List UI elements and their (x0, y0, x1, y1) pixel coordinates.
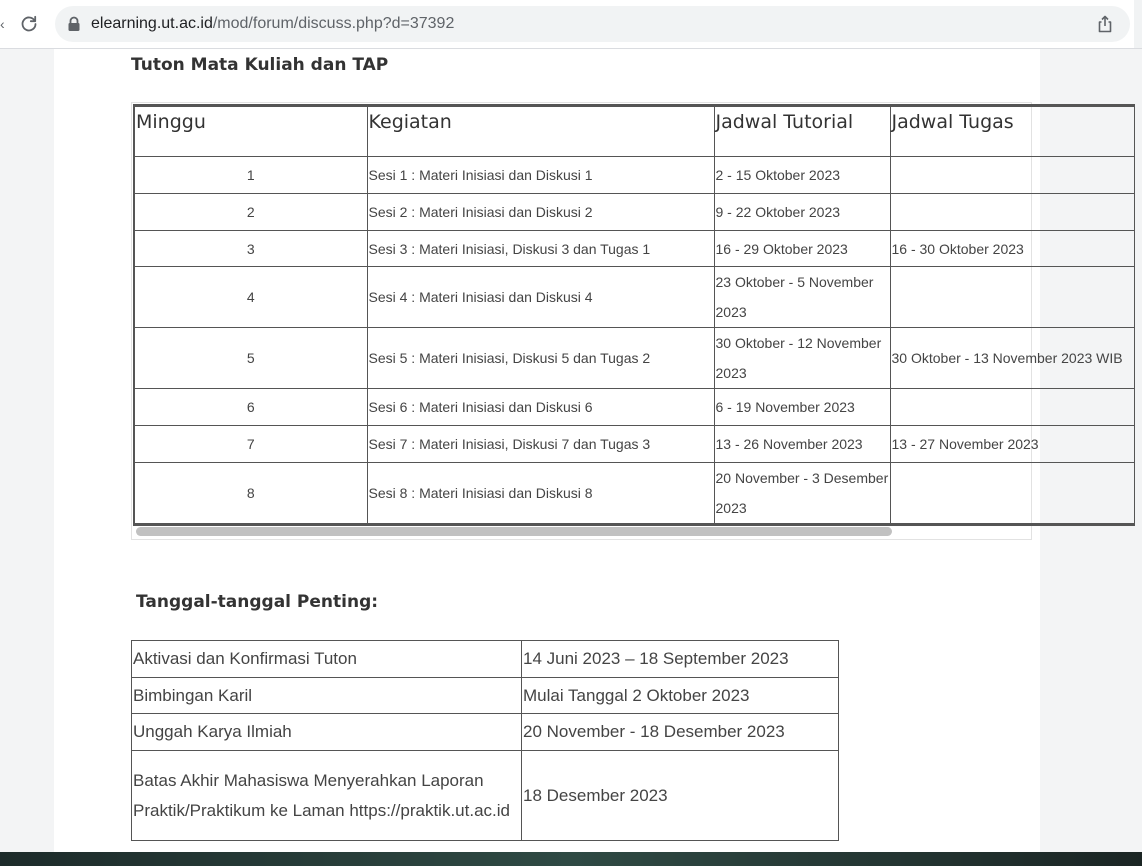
section-title-tanggal: Tanggal-tanggal Penting: (136, 592, 379, 612)
table-row (134, 194, 1134, 231)
cell-kegiatan: Sesi 3 : Materi Inisiasi, Diskusi 3 dan Tugas 1 (367, 231, 714, 267)
table-row (134, 426, 1134, 463)
schedule-header-row (134, 106, 1134, 157)
address-bar[interactable] (55, 6, 1130, 42)
cell-jadwal-tutorial: 2 - 15 Oktober 2023 (714, 157, 890, 194)
cell-minggu: 3 (134, 231, 367, 267)
date-value: 18 Desember 2023 (522, 751, 839, 841)
cell-jadwal-tugas: 13 - 27 November 2023 (890, 426, 1134, 463)
date-label: Batas Akhir Mahasiswa Menyerahkan Laporan Praktik/Praktikum ke Laman https://praktik.ut.ac.id (132, 751, 522, 841)
table-row (134, 389, 1134, 426)
date-value: 14 Juni 2023 – 18 September 2023 (522, 641, 839, 678)
header-minggu: Minggu (134, 106, 367, 157)
cell-jadwal-tutorial: 20 November - 3 Desember 2023 (714, 463, 890, 525)
url-host: elearning.ut.ac.id (91, 15, 213, 32)
cell-minggu: 4 (134, 267, 367, 328)
cell-jadwal-tutorial: 23 Oktober - 5 November 2023 (714, 267, 890, 328)
cell-jadwal-tugas (890, 267, 1134, 328)
important-dates-table (131, 640, 839, 841)
table-row (134, 231, 1134, 267)
cell-jadwal-tugas (890, 389, 1134, 426)
cell-kegiatan: Sesi 8 : Materi Inisiasi dan Diskusi 8 (367, 463, 714, 525)
cell-minggu: 7 (134, 426, 367, 463)
cell-jadwal-tutorial: 16 - 29 Oktober 2023 (714, 231, 890, 267)
table-row (132, 714, 839, 751)
section-title-tuton: Tuton Mata Kuliah dan TAP (131, 55, 389, 75)
url-path: /mod/forum/discuss.php?d=37392 (212, 15, 455, 32)
date-label: Aktivasi dan Konfirmasi Tuton (132, 641, 522, 678)
cell-kegiatan: Sesi 2 : Materi Inisiasi dan Diskusi 2 (367, 194, 714, 231)
cell-kegiatan: Sesi 6 : Materi Inisiasi dan Diskusi 6 (367, 389, 714, 426)
table-row (132, 751, 839, 841)
date-value: 20 November - 18 Desember 2023 (522, 714, 839, 751)
cell-jadwal-tugas: 16 - 30 Oktober 2023 (890, 231, 1134, 267)
date-label: Bimbingan Karil (132, 678, 522, 714)
os-taskbar (0, 852, 1142, 866)
table-row (134, 267, 1134, 328)
horizontal-scrollbar[interactable] (136, 527, 892, 536)
cell-minggu: 8 (134, 463, 367, 525)
cell-jadwal-tugas (890, 157, 1134, 194)
cell-jadwal-tutorial: 30 Oktober - 12 November 2023 (714, 328, 890, 389)
cell-minggu: 2 (134, 194, 367, 231)
browser-toolbar (0, 0, 1142, 49)
schedule-table-scroll-container[interactable] (131, 102, 1123, 540)
cell-jadwal-tugas: 30 Oktober - 13 November 2023 WIB (890, 328, 1134, 389)
table-row (132, 678, 839, 714)
cell-kegiatan: Sesi 4 : Materi Inisiasi dan Diskusi 4 (367, 267, 714, 328)
cell-jadwal-tugas (890, 194, 1134, 231)
cell-minggu: 6 (134, 389, 367, 426)
cell-jadwal-tutorial: 6 - 19 November 2023 (714, 389, 890, 426)
cell-minggu: 1 (134, 157, 367, 194)
schedule-table (133, 104, 1135, 526)
reload-icon[interactable] (19, 14, 39, 34)
cell-minggu: 5 (134, 328, 367, 389)
header-jadwal-tugas: Jadwal Tugas (890, 106, 1134, 157)
url-text[interactable] (91, 14, 454, 34)
cell-kegiatan: Sesi 5 : Materi Inisiasi, Diskusi 5 dan Tugas 2 (367, 328, 714, 389)
cell-kegiatan: Sesi 7 : Materi Inisiasi, Diskusi 7 dan Tugas 3 (367, 426, 714, 463)
date-value: Mulai Tanggal 2 Oktober 2023 (522, 678, 839, 714)
window-edge (1134, 0, 1142, 48)
cell-jadwal-tugas (890, 463, 1134, 525)
cell-jadwal-tutorial: 13 - 26 November 2023 (714, 426, 890, 463)
table-row (134, 463, 1134, 525)
share-icon[interactable] (1096, 14, 1114, 34)
header-jadwal-tutorial: Jadwal Tutorial (714, 106, 890, 157)
cell-jadwal-tutorial: 9 - 22 Oktober 2023 (714, 194, 890, 231)
date-label: Unggah Karya Ilmiah (132, 714, 522, 751)
lock-icon (67, 16, 81, 32)
back-arrow-icon[interactable]: ‹ (0, 16, 5, 32)
table-row (132, 641, 839, 678)
cell-kegiatan: Sesi 1 : Materi Inisiasi dan Diskusi 1 (367, 157, 714, 194)
table-row (134, 328, 1134, 389)
table-row (134, 157, 1134, 194)
header-kegiatan: Kegiatan (367, 106, 714, 157)
